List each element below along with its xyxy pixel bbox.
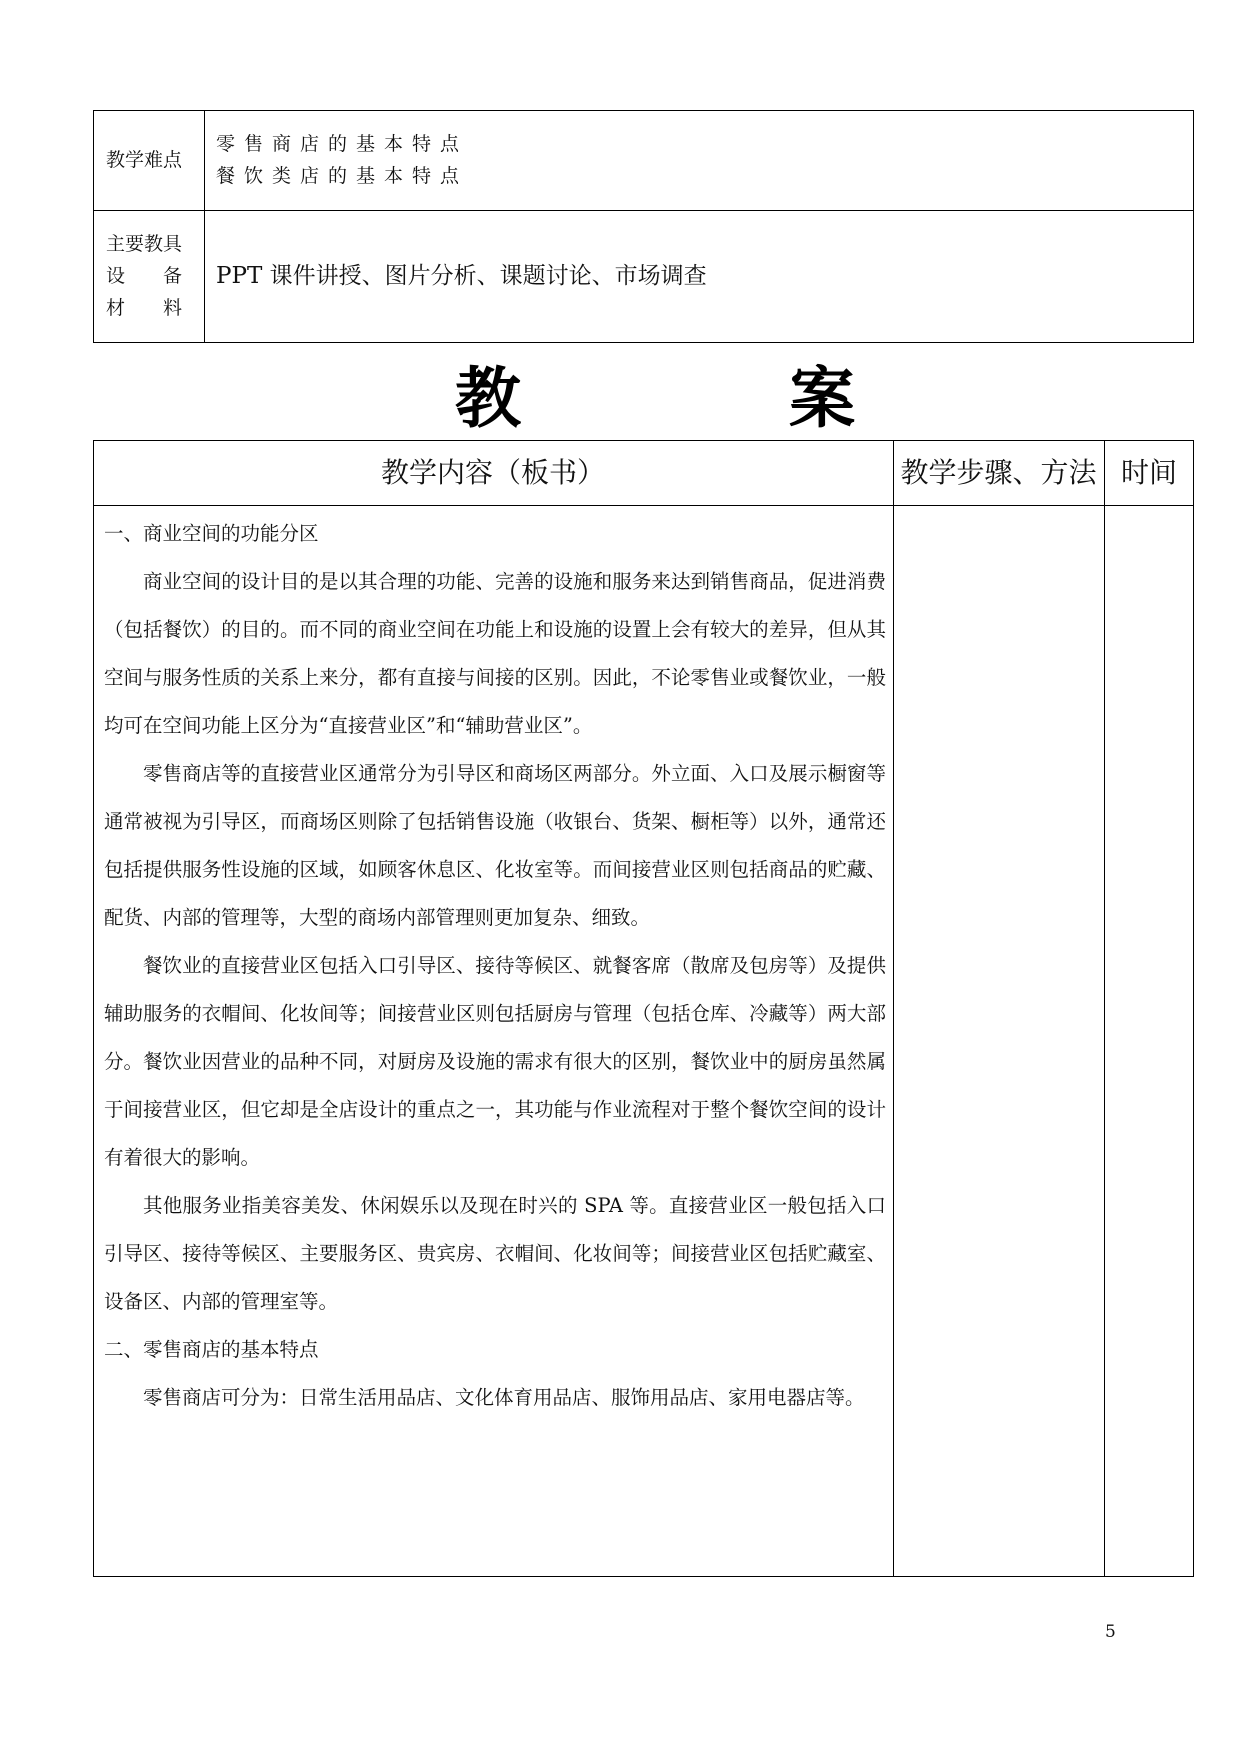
page-number: 5 [1105,1622,1116,1642]
section-heading: 二、零售商店的基本特点 [104,1338,319,1361]
lesson-column-divider [893,440,894,1577]
paragraph: 零售商店等的直接营业区通常分为引导区和商场区两部分。外立面、入口及展示橱窗等通常被视为引导区，而商场区则除了包括销售设施（收银台、货架、橱柜等）以外，通常还包括提供服务性设施的区域，如顾客休息区、化妆室等。而间接营业区则包括商品的贮藏、配货、内部的管理等，大型的商场内部管理则更加复杂、细致。 [104,762,886,929]
lesson-content [104,510,886,1422]
paragraph: 商业空间的设计目的是以其合理的功能、完善的设施和服务来达到销售商品，促进消费（包括餐饮）的目的。而不同的商业空间在功能上和设施的设置上会有较大的差异，但从其空间与服务性质的关系上来分，都有直接与间接的区别。因此，不论零售业或餐饮业，一般均可在空间功能上区分为“直接营业区”和“辅助营业区”。 [104,570,886,737]
difficulty-label: 教学难点 [106,149,183,171]
paragraph: 其他服务业指美容美发、休闲娱乐以及现在时兴的 SPA 等。直接营业区一般包括入口引导区、接待等候区、主要服务区、贵宾房、衣帽间、化妆间等；间接营业区包括贮藏室、设备区、内部的管理室等。 [104,1194,886,1313]
tools-label-line: 材 料 [106,297,183,319]
lesson-header-divider [93,505,1194,506]
tools-label-line: 主要教具 [106,233,183,255]
header-method: 教学步骤、方法 [900,456,1097,489]
info-table-row-divider [93,210,1194,211]
difficulty-item: 餐饮类店的基本特点 [216,165,469,187]
header-content: 教学内容（板书） [380,456,605,489]
info-table-column-divider [204,110,205,343]
tools-label-line: 设 备 [106,265,183,287]
paragraph: 零售商店可分为：日常生活用品店、文化体育用品店、服饰用品店、家用电器店等。 [143,1386,865,1409]
paragraph: 餐饮业的直接营业区包括入口引导区、接待等候区、就餐客席（散席及包房等）及提供辅助服务的衣帽间、化妆间等；间接营业区则包括厨房与管理（包括仓库、冷藏等）两大部分。餐饮业因营业的品种不同，对厨房及设施的需求有很大的区别，餐饮业中的厨房虽然属于间接营业区，但它却是全店设计的重点之一，其功能与作业流程对于整个餐饮空间的设计有着很大的影响。 [104,954,886,1169]
header-time: 时间 [1120,456,1177,489]
difficulty-item: 零售商店的基本特点 [216,133,469,155]
page-title [455,358,855,438]
section-heading: 一、商业空间的功能分区 [104,522,319,545]
lesson-column-divider [1104,440,1105,1577]
title-char: 案 [789,359,855,437]
title-char: 教 [455,359,521,437]
tools-value: PPT 课件讲授、图片分析、课题讨论、市场调查 [216,263,707,289]
